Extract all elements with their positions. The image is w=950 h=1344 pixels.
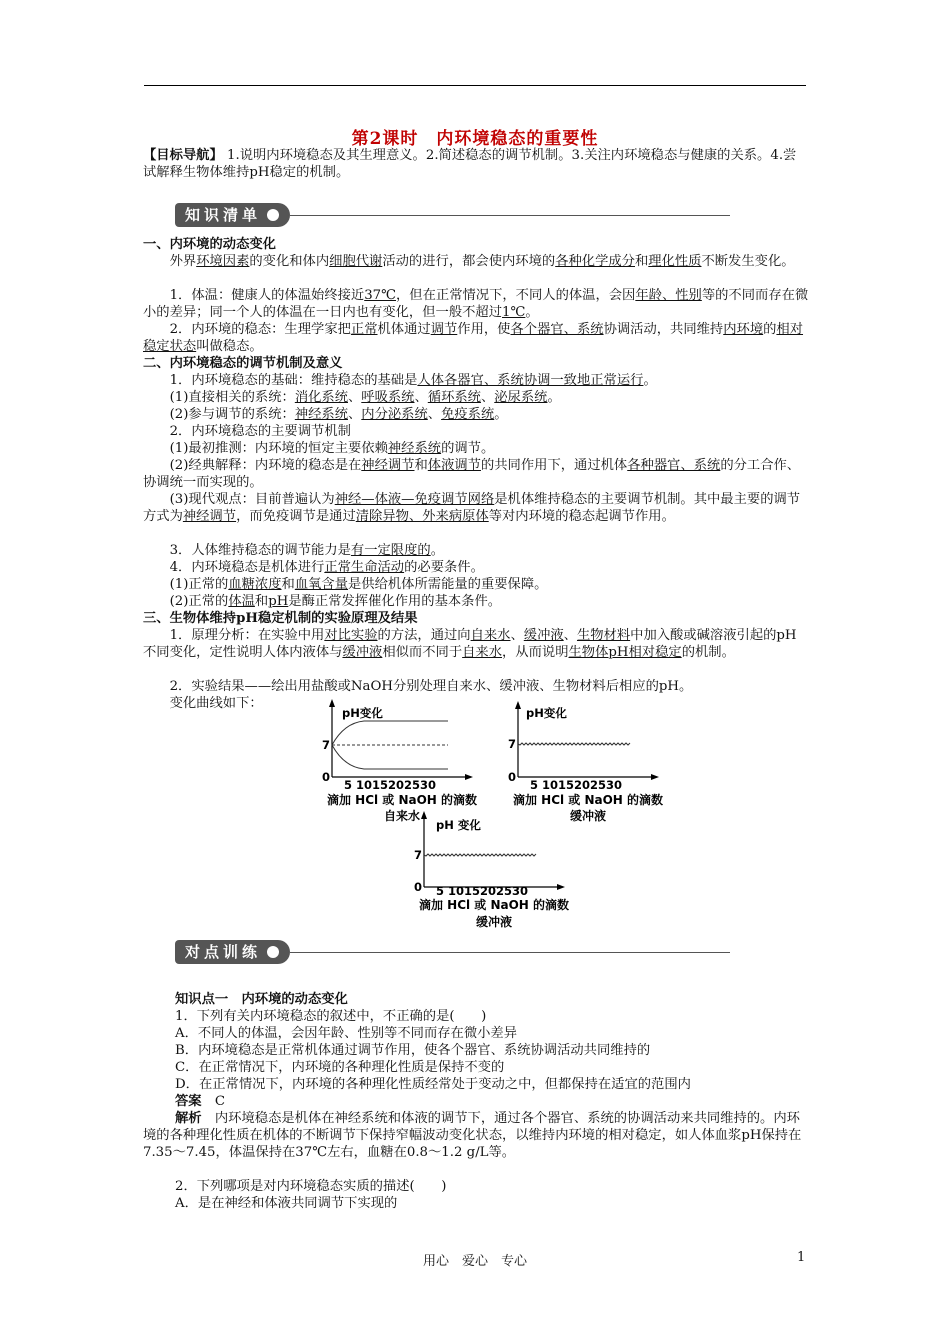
text-segment: 是酶正常发挥催化作用的基本条件。	[288, 594, 502, 609]
y-axis-label: pH变化	[526, 706, 567, 720]
origin-label: 0	[322, 770, 331, 784]
banner-rule	[290, 952, 730, 953]
banner-knowledge-label: 知识清单	[175, 203, 290, 227]
text-segment: 的机制。	[681, 645, 735, 660]
filled-blank: 37℃	[364, 288, 397, 303]
text-segment: ，但在正常情况下，不同人的体温，会因	[396, 288, 636, 303]
sec2-l8	[143, 542, 809, 559]
text-segment: 机体通过	[377, 322, 431, 337]
y-axis-label: pH变化	[342, 706, 383, 720]
text-segment: 1．原理分析：在实验中用	[169, 628, 325, 643]
text-segment: 和	[254, 594, 269, 609]
answer-label: 答案	[175, 1094, 202, 1109]
text-segment: 4．内环境稳态是机体进行	[169, 560, 325, 575]
filled-blank: 循环系统	[427, 390, 481, 405]
text-segment: 3．人体维持稳态的调节能力是	[169, 543, 351, 558]
filled-blank: pH	[268, 594, 289, 609]
x-axis-arrow	[465, 774, 473, 780]
filled-blank: 自来水	[462, 645, 503, 660]
filled-blank: 内环境	[723, 322, 764, 337]
chart-buffer-svg	[504, 705, 684, 823]
header-rule	[144, 85, 806, 86]
filled-blank: 泌尿系统	[494, 390, 548, 405]
filled-blank: 缓冲液	[523, 628, 564, 643]
filled-blank: 各种器官、系统	[627, 458, 721, 473]
sec3-p1	[143, 627, 809, 661]
filled-blank: 神经—体液—免疫调节网络	[334, 492, 495, 507]
filled-blank: 自来水	[470, 628, 511, 643]
text-segment: 、	[510, 628, 524, 643]
x-axis-arrow	[651, 774, 659, 780]
text-segment: 协调活动，共同维持	[603, 322, 724, 337]
sec1-intro	[143, 253, 809, 270]
x-tick-labels: 5 1015202530	[344, 778, 437, 792]
text-segment: 相似而不同于	[382, 645, 463, 660]
text-segment: ，而免疫调节是通过	[236, 509, 356, 524]
chart-caption: 缓冲液	[569, 809, 607, 823]
text-segment: 、	[563, 628, 577, 643]
x-axis-label: 滴加 HCl 或 NaOH 的滴数	[418, 898, 570, 912]
filled-blank: 内分泌系统	[361, 407, 428, 422]
sec2-l1	[143, 372, 809, 389]
text-segment: 、	[480, 390, 495, 405]
text-segment: 。	[525, 305, 539, 320]
filled-blank: 血糖浓度	[228, 577, 282, 592]
chart-buffer-2	[410, 815, 590, 933]
filled-blank: 相对稳定状态	[143, 322, 804, 354]
banner-dot-icon	[267, 209, 279, 221]
text-segment: 、	[414, 390, 428, 405]
curve-stable	[424, 854, 536, 856]
analysis-paragraph	[143, 1110, 809, 1161]
sec2-l7	[143, 491, 809, 525]
text-segment: 、	[348, 407, 362, 422]
text-segment: 的调节。	[441, 441, 495, 456]
text-segment: 和	[414, 458, 428, 473]
filled-blank: 血氧含量	[294, 577, 348, 592]
sec2-l6	[143, 457, 809, 491]
chart-caption: 自来水	[383, 809, 421, 823]
text-segment: 的方法，通过向	[377, 628, 471, 643]
text-segment: 的分工合作、协调统一而实现的。	[143, 458, 801, 490]
sec3-heading: 三、生物体维持pH稳定机制的实验原理及结果	[143, 611, 418, 626]
text-segment: 叫做稳态。	[196, 339, 263, 354]
answer-line	[175, 1093, 809, 1110]
filled-blank: 各种化学成分	[555, 254, 635, 269]
banner-dot-icon	[267, 946, 279, 958]
page-title: 第2课时 内环境稳态的重要性	[351, 129, 599, 149]
filled-blank: 体温	[228, 594, 255, 609]
y-tick-7: 7	[322, 738, 331, 752]
text-segment: 、	[427, 407, 442, 422]
sec2-l5	[143, 440, 809, 457]
text-segment: 2．内环境的稳态：生理学家把	[169, 322, 351, 337]
filled-blank: 神经系统	[294, 407, 348, 422]
banner-training-label: 对点训练	[175, 940, 290, 964]
chart-caption: 缓冲液	[475, 915, 513, 929]
text-segment: 。	[547, 390, 561, 405]
filled-blank: 年龄、性别	[635, 288, 702, 303]
goal-label: 【目标导航】	[143, 148, 223, 163]
text-segment: 。	[643, 373, 657, 388]
text-segment: 、	[348, 390, 362, 405]
sec2-l10	[143, 576, 809, 593]
text-segment: 活动的进行，都会使内环境的	[382, 254, 556, 269]
text-segment: 和	[281, 577, 295, 592]
text-segment: 的	[763, 322, 777, 337]
filled-blank: 1℃	[502, 305, 526, 320]
text-segment: (1)直接相关的系统：	[169, 390, 295, 405]
x-axis-arrow	[557, 884, 565, 890]
text-segment: 。	[430, 543, 444, 558]
sec3-p2: 2．实验结果——绘出用盐酸或NaOH分别处理自来水、缓冲液、生物材料后相应的pH。	[169, 679, 693, 694]
sec2-l9	[143, 559, 809, 576]
curve-up	[332, 721, 448, 745]
question-2-option-a: A．是在神经和体液共同调节下实现的	[175, 1196, 398, 1211]
text-segment: 和	[634, 254, 649, 269]
sec2-l4: 2．内环境稳态的主要调节机制	[169, 424, 351, 439]
filled-blank: 生物体pH相对稳定	[568, 645, 682, 660]
sec2-l2	[143, 389, 809, 406]
text-segment: 等对内环境的稳态起调节作用。	[488, 509, 675, 524]
filled-blank: 环境因素	[196, 254, 250, 269]
sec1-heading: 一、内环境的动态变化	[143, 237, 276, 252]
question-1: 1．下列有关内环境稳态的叙述中，不正确的是( )	[175, 1009, 487, 1024]
filled-blank: 生物材料	[576, 628, 631, 643]
filled-blank: 神经调节	[182, 509, 237, 524]
filled-blank: 神经调节	[361, 458, 415, 473]
sec2-l3	[143, 406, 809, 423]
text-segment: ，从而说明	[502, 645, 569, 660]
filled-blank: 免疫系统	[441, 407, 495, 422]
page-number: 1	[797, 1250, 806, 1265]
filled-blank: 缓冲液	[342, 645, 383, 660]
text-segment: 是供给机体所需能量的重要保障。	[348, 577, 548, 592]
sec1-p1	[143, 287, 809, 321]
origin-label: 0	[508, 770, 517, 784]
x-tick-labels: 5 1015202530	[530, 778, 623, 792]
text-segment: 不断发生变化。	[701, 254, 795, 269]
question-1-option-c: C．在正常情况下，内环境的各种理化性质是保持不变的	[175, 1060, 505, 1075]
question-1-option-a: A．不同人的体温，会因年龄、性别等不同而存在微小差异	[175, 1026, 518, 1041]
text-segment: 中加入酸或碱溶液引起的pH不同变化，定性说明人体内液体与	[143, 628, 797, 660]
filled-blank: 人体各器官、系统协调一致地正常运行	[417, 373, 644, 388]
chart-tap-water	[318, 703, 498, 823]
text-segment: (2)正常的	[169, 594, 229, 609]
curve-down	[332, 745, 448, 769]
sec2-l11	[143, 593, 809, 610]
filled-blank: 体液调节	[427, 458, 481, 473]
text-segment: 是机体维持稳态的主要调节机制。其中最主要的调节方式为	[143, 492, 801, 524]
filled-blank: 各个器官、系统	[510, 322, 604, 337]
y-tick-7: 7	[414, 848, 423, 862]
text-segment: 的必要条件。	[404, 560, 484, 575]
goal-paragraph	[143, 147, 809, 181]
text-segment: 外界	[169, 254, 197, 269]
filled-blank: 正常生命活动	[324, 560, 405, 575]
sec1-p2	[143, 321, 809, 355]
text-segment: (1)正常的	[169, 577, 229, 592]
filled-blank: 调节	[430, 322, 458, 337]
question-2: 2．下列哪项是对内环境稳态实质的描述( )	[175, 1179, 447, 1194]
text-segment: 1．体温：健康人的体温始终接近	[169, 288, 365, 303]
filled-blank: 神经系统	[387, 441, 442, 456]
goal-text: 1.说明内环境稳态及其生理意义。2.简述稳态的调节机制。3.关注内环境稳态与健康的关系。4.尝试解释生物体维持pH稳定的机制。	[143, 148, 797, 180]
filled-blank: 有一定限度的	[350, 543, 431, 558]
filled-blank: 细胞代谢	[329, 254, 383, 269]
text-segment: (2)参与调节的系统：	[169, 407, 295, 422]
y-tick-7: 7	[508, 737, 517, 751]
curve-stable	[518, 743, 630, 745]
text-segment: (3)现代观点：目前普遍认为	[169, 492, 335, 507]
sec3-p3: 变化曲线如下：	[169, 696, 263, 711]
text-segment: (2)经典解释：内环境的稳态是在	[169, 458, 362, 473]
analysis-text: 内环境稳态是机体在神经系统和体液的调节下，通过各个器官、系统的协调活动来共同维持的。内环境的各种理化性质在机体的不断调节下保持窄幅波动变化状态，以维持内环境的相对稳定，如人体血浆pH保持在7.35～7.45，体温保持在37℃左右，血糖在0.8～1.2 g/L等。	[143, 1111, 802, 1160]
text-segment: 的变化和体内	[249, 254, 330, 269]
chart-buffer-2-svg	[410, 815, 590, 933]
filled-blank: 正常	[350, 322, 378, 337]
knowledge-point-heading: 知识点一 内环境的动态变化	[175, 992, 348, 1007]
analysis-label: 解析	[175, 1111, 202, 1126]
text-segment: 的共同作用下，通过机体	[480, 458, 628, 473]
filled-blank: 呼吸系统	[361, 390, 415, 405]
answer-value: C	[214, 1094, 226, 1109]
x-axis-label: 滴加 HCl 或 NaOH 的滴数	[512, 793, 664, 807]
text-segment: 。	[494, 407, 508, 422]
text-segment: 作用，使	[457, 322, 511, 337]
y-axis-label: pH 变化	[436, 818, 481, 832]
page-footer: 用心 爱心 专心	[422, 1254, 527, 1269]
filled-blank: 理化性质	[648, 254, 702, 269]
filled-blank: 消化系统	[294, 390, 348, 405]
question-1-option-b: B．内环境稳态是正常机体通过调节作用，使各个器官、系统协调活动共同维持的	[175, 1043, 651, 1058]
x-tick-labels: 5 1015202530	[436, 884, 529, 898]
text-segment: (1)最初推测：内环境的恒定主要依赖	[169, 441, 388, 456]
text-segment: 等的不同而存在微小的差异；同一个人的体温在一日内也有变化，但一般不超过	[143, 288, 809, 320]
text-segment: 1．内环境稳态的基础：维持稳态的基础是	[169, 373, 418, 388]
sec2-heading: 二、内环境稳态的调节机制及意义	[143, 356, 343, 371]
x-axis-label: 滴加 HCl 或 NaOH 的滴数	[326, 793, 478, 807]
banner-rule	[290, 215, 730, 216]
question-1-option-d: D．在正常情况下，内环境的各种理化性质经常处于变动之中，但都保持在适宜的范围内	[175, 1077, 691, 1092]
filled-blank: 清除异物、外来病原体	[355, 509, 489, 524]
chart-buffer	[504, 705, 684, 823]
filled-blank: 对比实验	[324, 628, 378, 643]
chart-tap-water-svg	[318, 703, 498, 823]
origin-label: 0	[414, 880, 423, 894]
